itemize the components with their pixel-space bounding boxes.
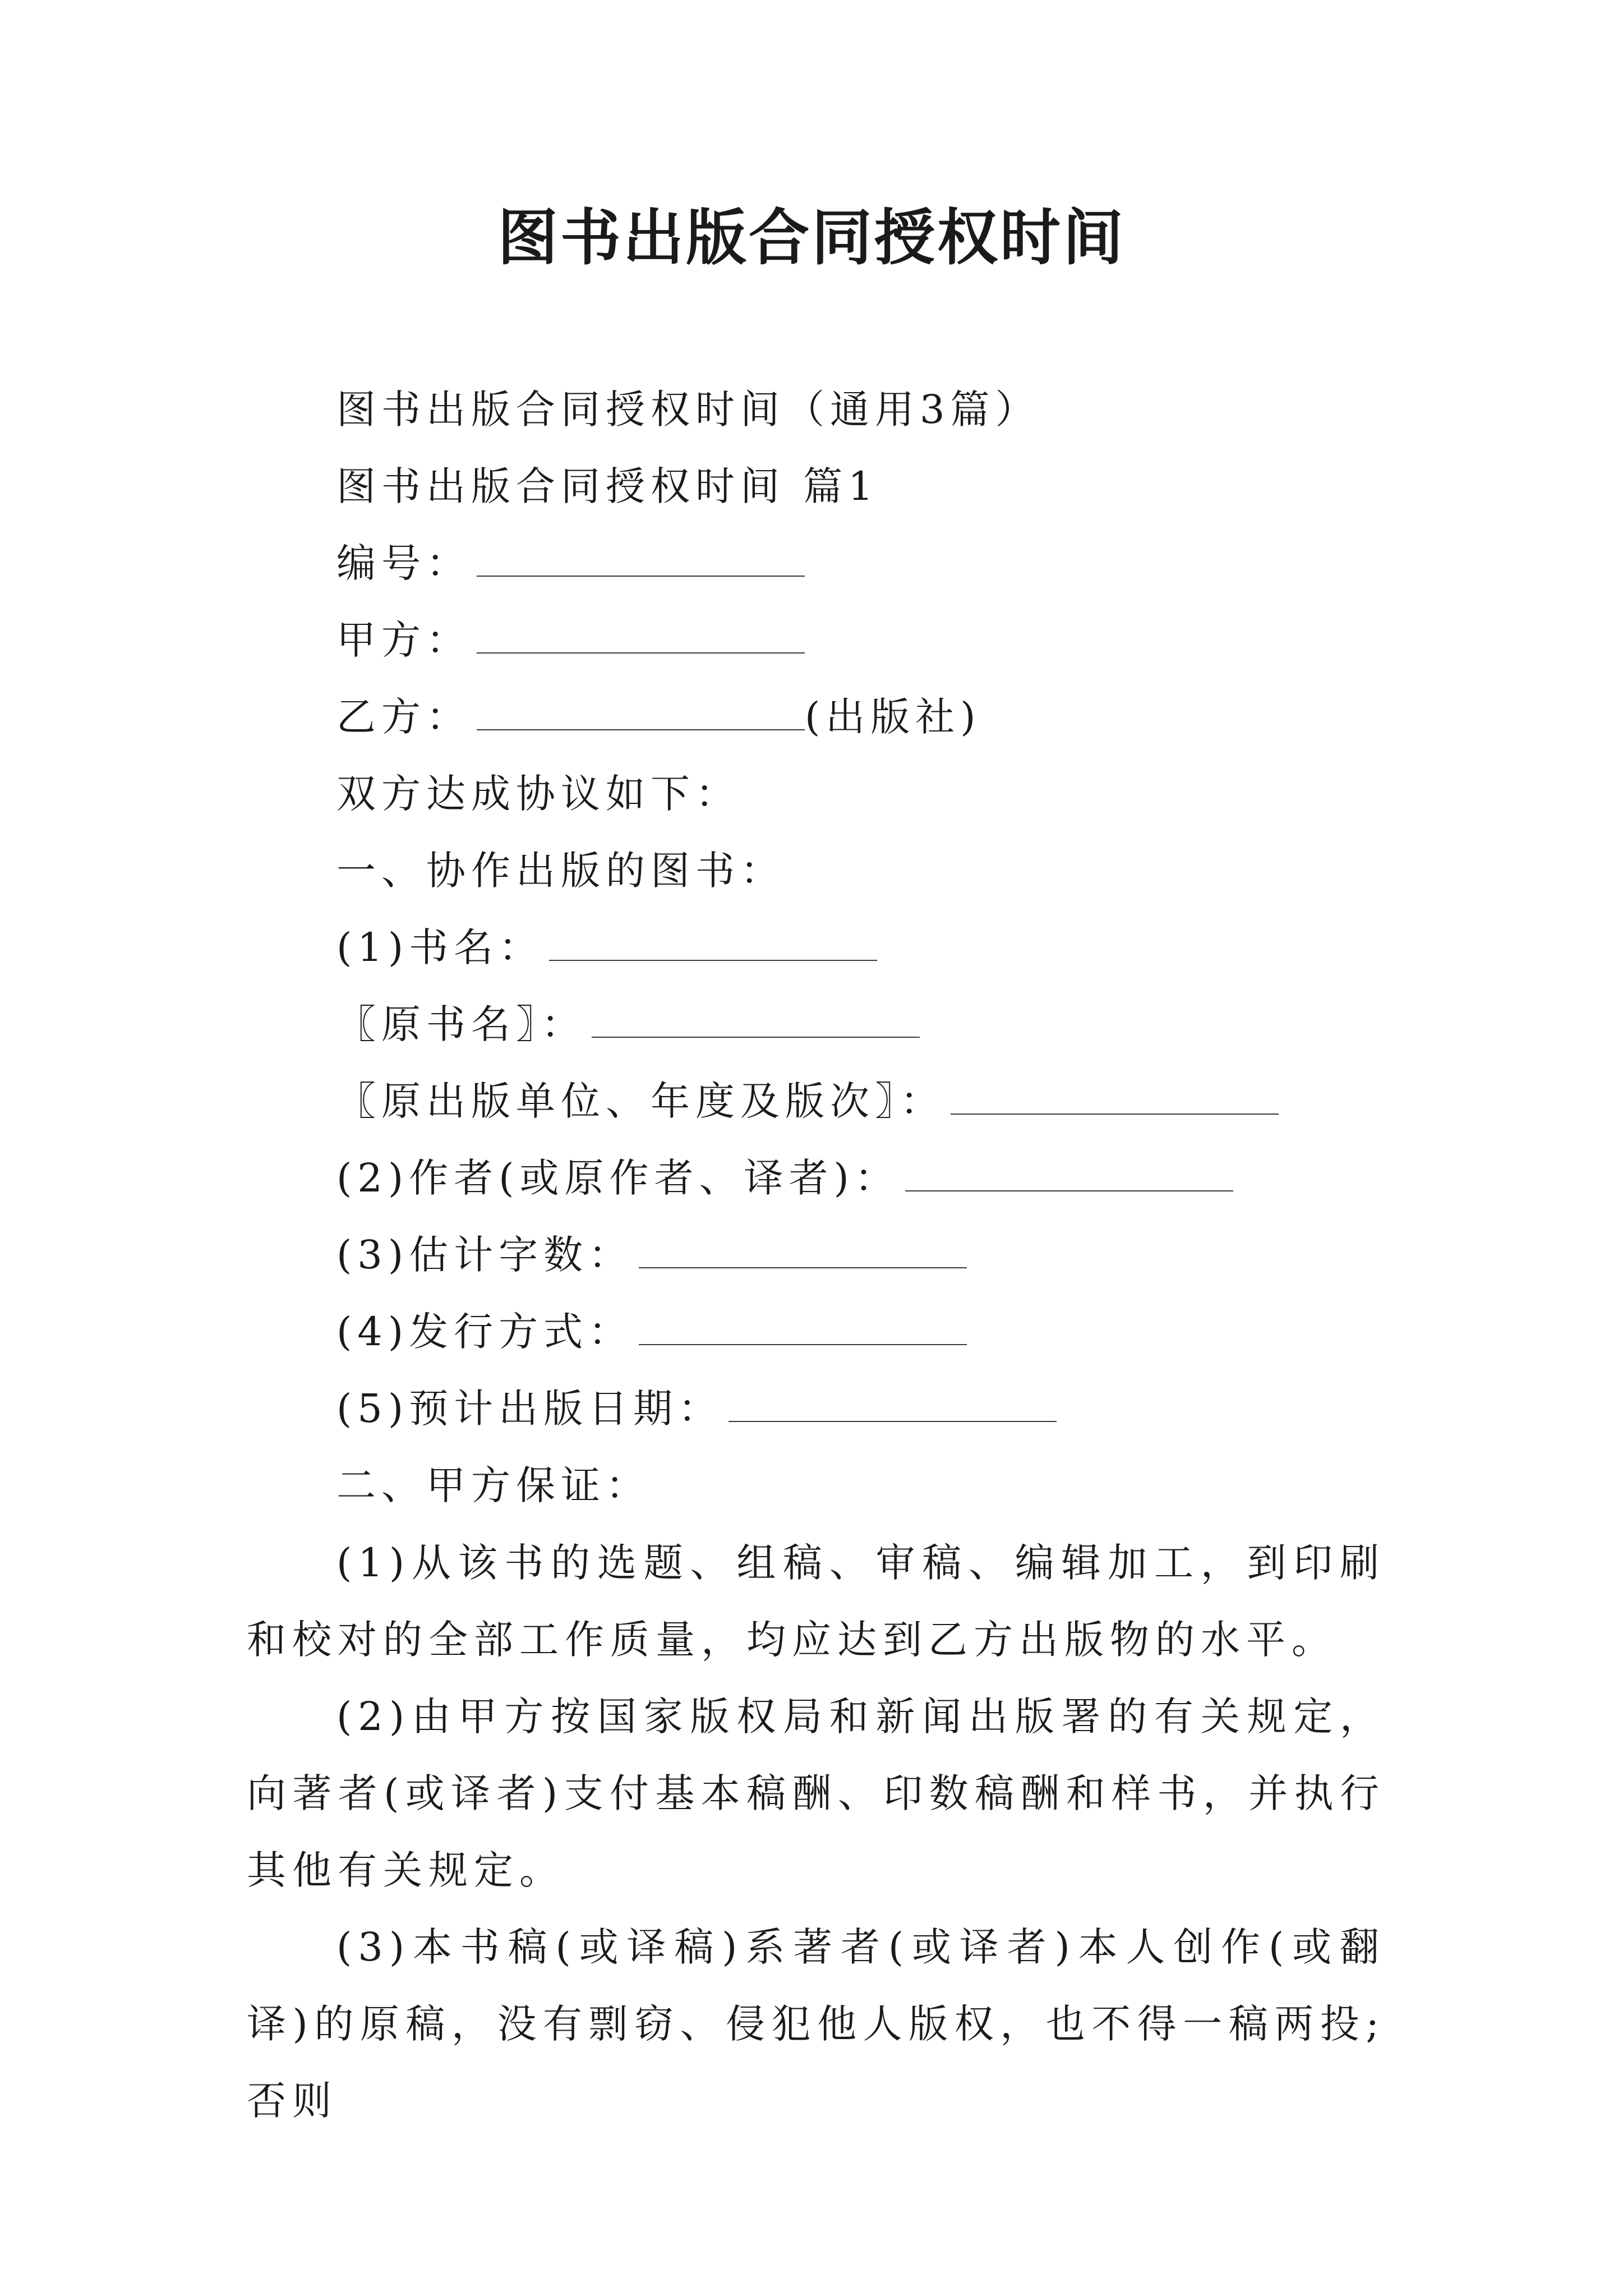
publish-date-blank bbox=[728, 1386, 1057, 1422]
party-b-blank bbox=[477, 694, 805, 730]
author-blank bbox=[905, 1156, 1233, 1191]
original-name-blank bbox=[592, 1002, 920, 1038]
clause2-item3: (3)本书稿(或译稿)系著者(或译者)本人创作(或翻译)的原稿，没有剽窃、侵犯他人版权，也不得一稿两投;否则 bbox=[247, 1924, 1385, 2124]
book-name-label: (1)书名： bbox=[336, 924, 544, 970]
number-blank bbox=[477, 541, 805, 577]
document-subtitle: 图书出版合同授权时间（通用3篇） bbox=[336, 386, 1040, 432]
clause2-item1: (1)从该书的选题、组稿、审稿、编辑加工，到印刷和校对的全部工作质量，均应达到乙方出版物的水平。 bbox=[247, 1540, 1385, 1663]
party-a-field bbox=[336, 612, 805, 668]
party-b-label: 乙方： bbox=[336, 694, 471, 740]
document-title: 图书出版合同授权时间 bbox=[497, 203, 1126, 273]
word-count-field bbox=[336, 1227, 967, 1283]
original-publisher-blank bbox=[951, 1079, 1279, 1115]
publish-date-field bbox=[336, 1381, 1057, 1437]
distribution-blank bbox=[639, 1309, 967, 1345]
distribution-label: (4)发行方式： bbox=[336, 1309, 634, 1355]
number-field bbox=[336, 535, 805, 591]
clause1-heading: 一、协作出版的图书： bbox=[336, 848, 785, 894]
original-name-field bbox=[336, 996, 920, 1052]
original-name-label: 〖原书名〗： bbox=[336, 1001, 586, 1047]
party-a-blank bbox=[477, 618, 805, 654]
clause2-item2: (2)由甲方按国家版权局和新闻出版署的有关规定，向著者(或译者)支付基本稿酬、印数稿酬和样书，并执行其他有关规定。 bbox=[247, 1694, 1385, 1893]
original-publisher-label: 〖原出版单位、年度及版次〗： bbox=[336, 1078, 945, 1124]
book-name-field bbox=[336, 919, 877, 976]
word-count-label: (3)估计字数： bbox=[336, 1232, 634, 1278]
publish-date-label: (5)预计出版日期： bbox=[336, 1386, 723, 1432]
agreement-intro: 双方达成协议如下： bbox=[336, 771, 740, 817]
party-a-label: 甲方： bbox=[336, 617, 471, 663]
section-heading: 图书出版合同授权时间 篇1 bbox=[336, 463, 879, 509]
party-b-field bbox=[336, 689, 981, 745]
distribution-field bbox=[336, 1304, 967, 1360]
author-label: (2)作者(或原作者、译者)： bbox=[336, 1155, 900, 1201]
author-field bbox=[336, 1150, 1233, 1206]
party-b-suffix: (出版社) bbox=[805, 694, 981, 740]
original-publisher-field bbox=[336, 1073, 1279, 1129]
book-name-blank bbox=[549, 925, 877, 961]
word-count-blank bbox=[639, 1232, 967, 1268]
clause2-heading: 二、甲方保证： bbox=[336, 1462, 651, 1508]
number-label: 编号： bbox=[336, 540, 471, 586]
